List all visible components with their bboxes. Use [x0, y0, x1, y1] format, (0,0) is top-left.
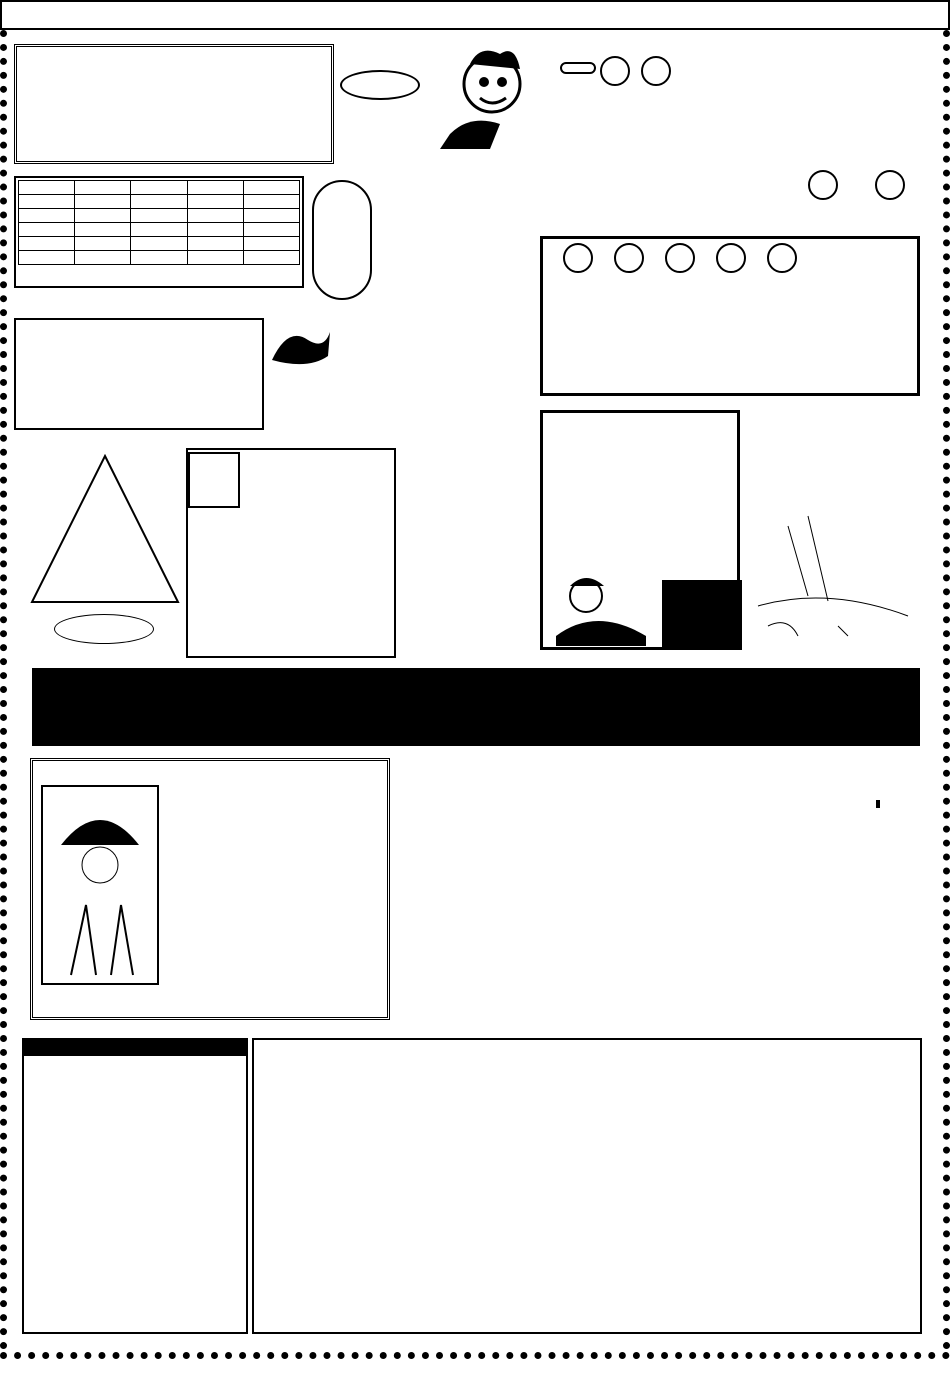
- table-cell: [187, 237, 243, 251]
- table-cell: [19, 237, 75, 251]
- table-cell: [131, 237, 187, 251]
- table-row: [19, 237, 300, 251]
- top-header-bar: [0, 0, 950, 30]
- table-cell: [19, 223, 75, 237]
- table-cell: [19, 195, 75, 209]
- table-cell: [75, 209, 131, 223]
- table-row: [19, 251, 300, 265]
- mascot-illustration: [420, 44, 540, 154]
- circled-number: [875, 170, 905, 200]
- table-row: [19, 195, 300, 209]
- table-cell: [75, 195, 131, 209]
- circled-number: [614, 243, 644, 273]
- tianquan-big-label: [876, 800, 880, 808]
- table-cell: [187, 209, 243, 223]
- table-cell: [75, 223, 131, 237]
- fear-number-block: [662, 580, 742, 650]
- fear-num: [702, 615, 742, 650]
- fear-num: [662, 615, 702, 650]
- table-cell: [131, 223, 187, 237]
- table-cell: [187, 223, 243, 237]
- table-cell: [19, 251, 75, 265]
- table-row: [19, 209, 300, 223]
- analysis-header: [187, 181, 243, 195]
- table-row: [19, 223, 300, 237]
- tarot-card: [41, 785, 161, 989]
- table-cell: [243, 251, 299, 265]
- bottom-border: [0, 1352, 950, 1388]
- analysis-header: [19, 181, 75, 195]
- zodiac-wheel: [506, 770, 756, 1020]
- streak-vertical-label: [560, 62, 596, 74]
- table-cell: [19, 209, 75, 223]
- analysis-header: [131, 181, 187, 195]
- circled-number: [665, 243, 695, 273]
- tarot-box: [30, 758, 390, 1020]
- table-cell: [187, 195, 243, 209]
- tarot-text: [161, 785, 167, 989]
- table-cell: [243, 237, 299, 251]
- table-cell: [243, 209, 299, 223]
- tarot-card-illustration: [41, 785, 159, 985]
- streak-heading: [598, 56, 681, 91]
- table-cell: [243, 223, 299, 237]
- pyramid-frame: [30, 454, 180, 604]
- tarot-questions: [41, 765, 379, 779]
- table-cell: [75, 251, 131, 265]
- inner-title: [188, 452, 240, 508]
- xiaoshuang-badge: [312, 180, 372, 300]
- streak-badges: [806, 170, 907, 204]
- results-dot-grid: [252, 1038, 922, 1334]
- hint-text: [54, 614, 154, 644]
- stamp-badge: [340, 70, 420, 100]
- circled-number: [600, 56, 630, 86]
- hot-numbers-box: [540, 236, 920, 396]
- table-cell: [187, 251, 243, 265]
- fear-num: [662, 580, 702, 615]
- boat-sketch-illustration: [748, 486, 918, 646]
- gate-analysis-box: [14, 176, 304, 288]
- circled-number: [563, 243, 593, 273]
- results-box: [22, 1038, 248, 1334]
- table-cell: [243, 195, 299, 209]
- inner-columns: [182, 516, 191, 656]
- fear-num: [702, 580, 742, 615]
- table-cell: [75, 237, 131, 251]
- circled-number: [767, 243, 797, 273]
- table-cell: [131, 251, 187, 265]
- circled-number: [808, 170, 838, 200]
- analysis-header: [243, 181, 299, 195]
- tianquan-columns: [760, 756, 778, 1026]
- xuanmen-banner: [32, 668, 920, 746]
- poem-box: [14, 318, 264, 430]
- intro-notice: [14, 44, 334, 164]
- hot-text: [553, 284, 907, 394]
- table-cell: [131, 209, 187, 223]
- circled-number: [641, 56, 671, 86]
- girl-illustration: [546, 566, 656, 646]
- table-cell: [131, 195, 187, 209]
- results-title: [24, 1040, 246, 1056]
- analysis-table: [18, 180, 300, 265]
- dragon-illustration: [268, 320, 334, 372]
- circled-number: [716, 243, 746, 273]
